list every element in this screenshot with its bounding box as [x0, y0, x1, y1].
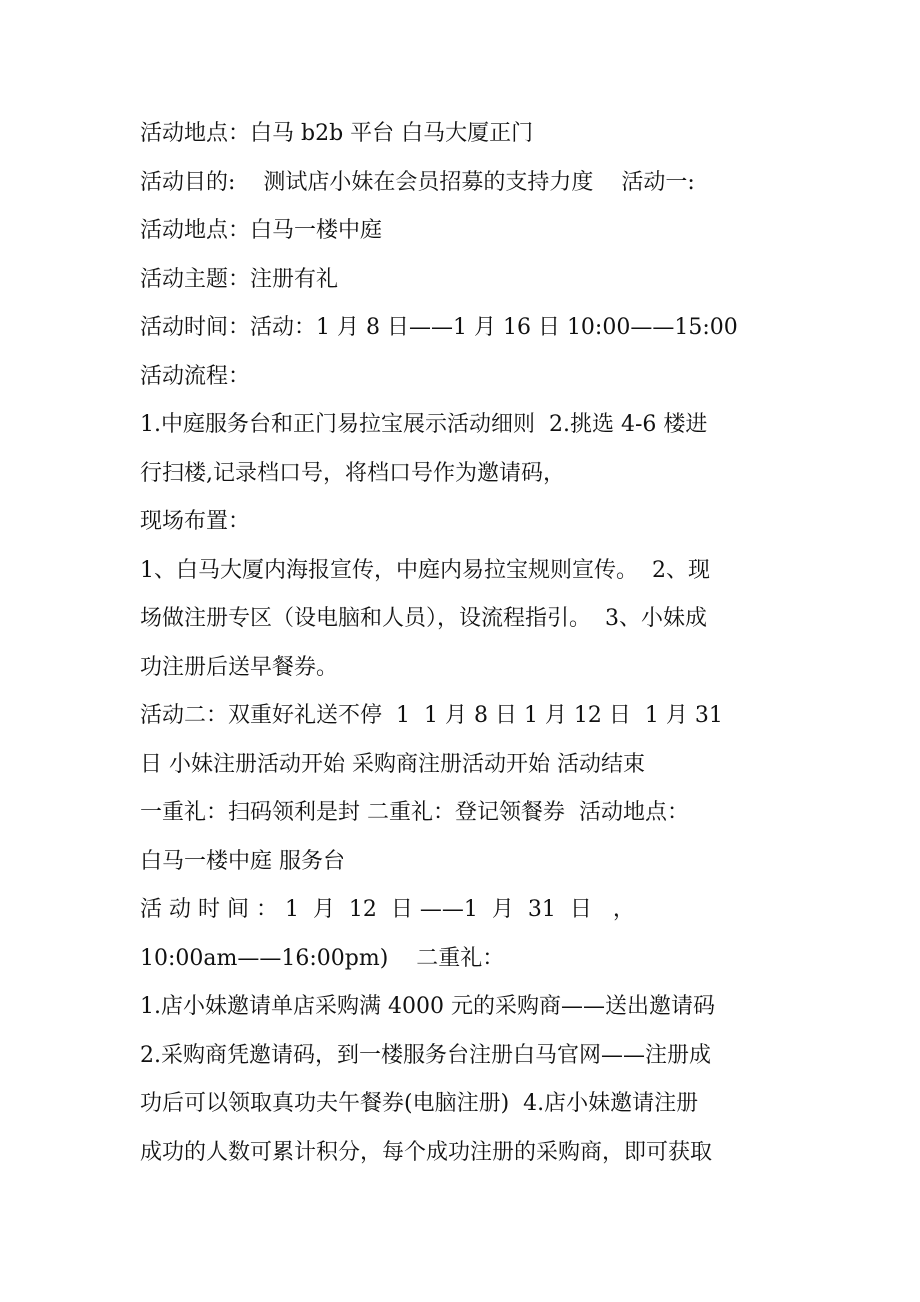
text-line-7: 1.中庭服务台和正门易拉宝展示活动细则 2.挑选 4-6 楼进 [140, 412, 708, 437]
text-line-4: 活动主题：注册有礼 [140, 266, 339, 292]
text-line-12: 功注册后送早餐券。 [140, 654, 339, 680]
text-line-17: 活 动 时 间 ： 1 月 12 日 ——1 月 31 日 ， [140, 897, 635, 922]
text-line-5: 活动时间：活动：1 月 8 日——1 月 16 日 10:00——15:00 [140, 315, 738, 340]
text-line-3: 活动地点：白马一楼中庭 [140, 218, 383, 243]
text-line-13: 活动二：双重好礼送不停 1 1 月 8 日 1 月 12 日 1 月 31 [140, 703, 723, 728]
text-line-1: 活动地点：白马 b2b 平台 白马大厦正门 [140, 121, 534, 146]
text-line-21: 功后可以领取真功夫午餐券(电脑注册) 4.店小妹邀请注册 [140, 1091, 699, 1116]
text-line-22: 成功的人数可累计积分，每个成功注册的采购商，即可获取 [140, 1139, 713, 1165]
text-line-9: 现场布置： [140, 509, 251, 534]
text-line-19: 1.店小妹邀请单店采购满 4000 元的采购商——送出邀请码 [140, 994, 715, 1019]
text-line-15: 一重礼：扫码领利是封 二重礼：登记领餐券 活动地点： [140, 800, 689, 825]
text-line-11: 场做注册专区（设电脑和人员），设流程指引。 3、小妹成 [140, 606, 707, 631]
document-body [140, 110, 785, 1177]
text-line-14: 日 小妹注册活动开始 采购商注册活动开始 活动结束 [140, 751, 645, 777]
text-line-2: 活动目的: 测试店小妹在会员招募的支持力度 活动一: [140, 169, 695, 195]
text-line-10: 1、白马大厦内海报宣传，中庭内易拉宝规则宣传。 2、现 [140, 557, 710, 583]
text-line-6: 活动流程： [140, 363, 251, 389]
text-line-18: 10:00am——16:00pm) 二重礼： [140, 945, 505, 971]
text-line-20: 2.采购商凭邀请码，到一楼服务台注册白马官网——注册成 [140, 1042, 711, 1068]
text-line-16: 白马一楼中庭 服务台 [140, 848, 345, 874]
text-line-8: 行扫楼,记录档口号，将档口号作为邀请码， [140, 460, 565, 486]
